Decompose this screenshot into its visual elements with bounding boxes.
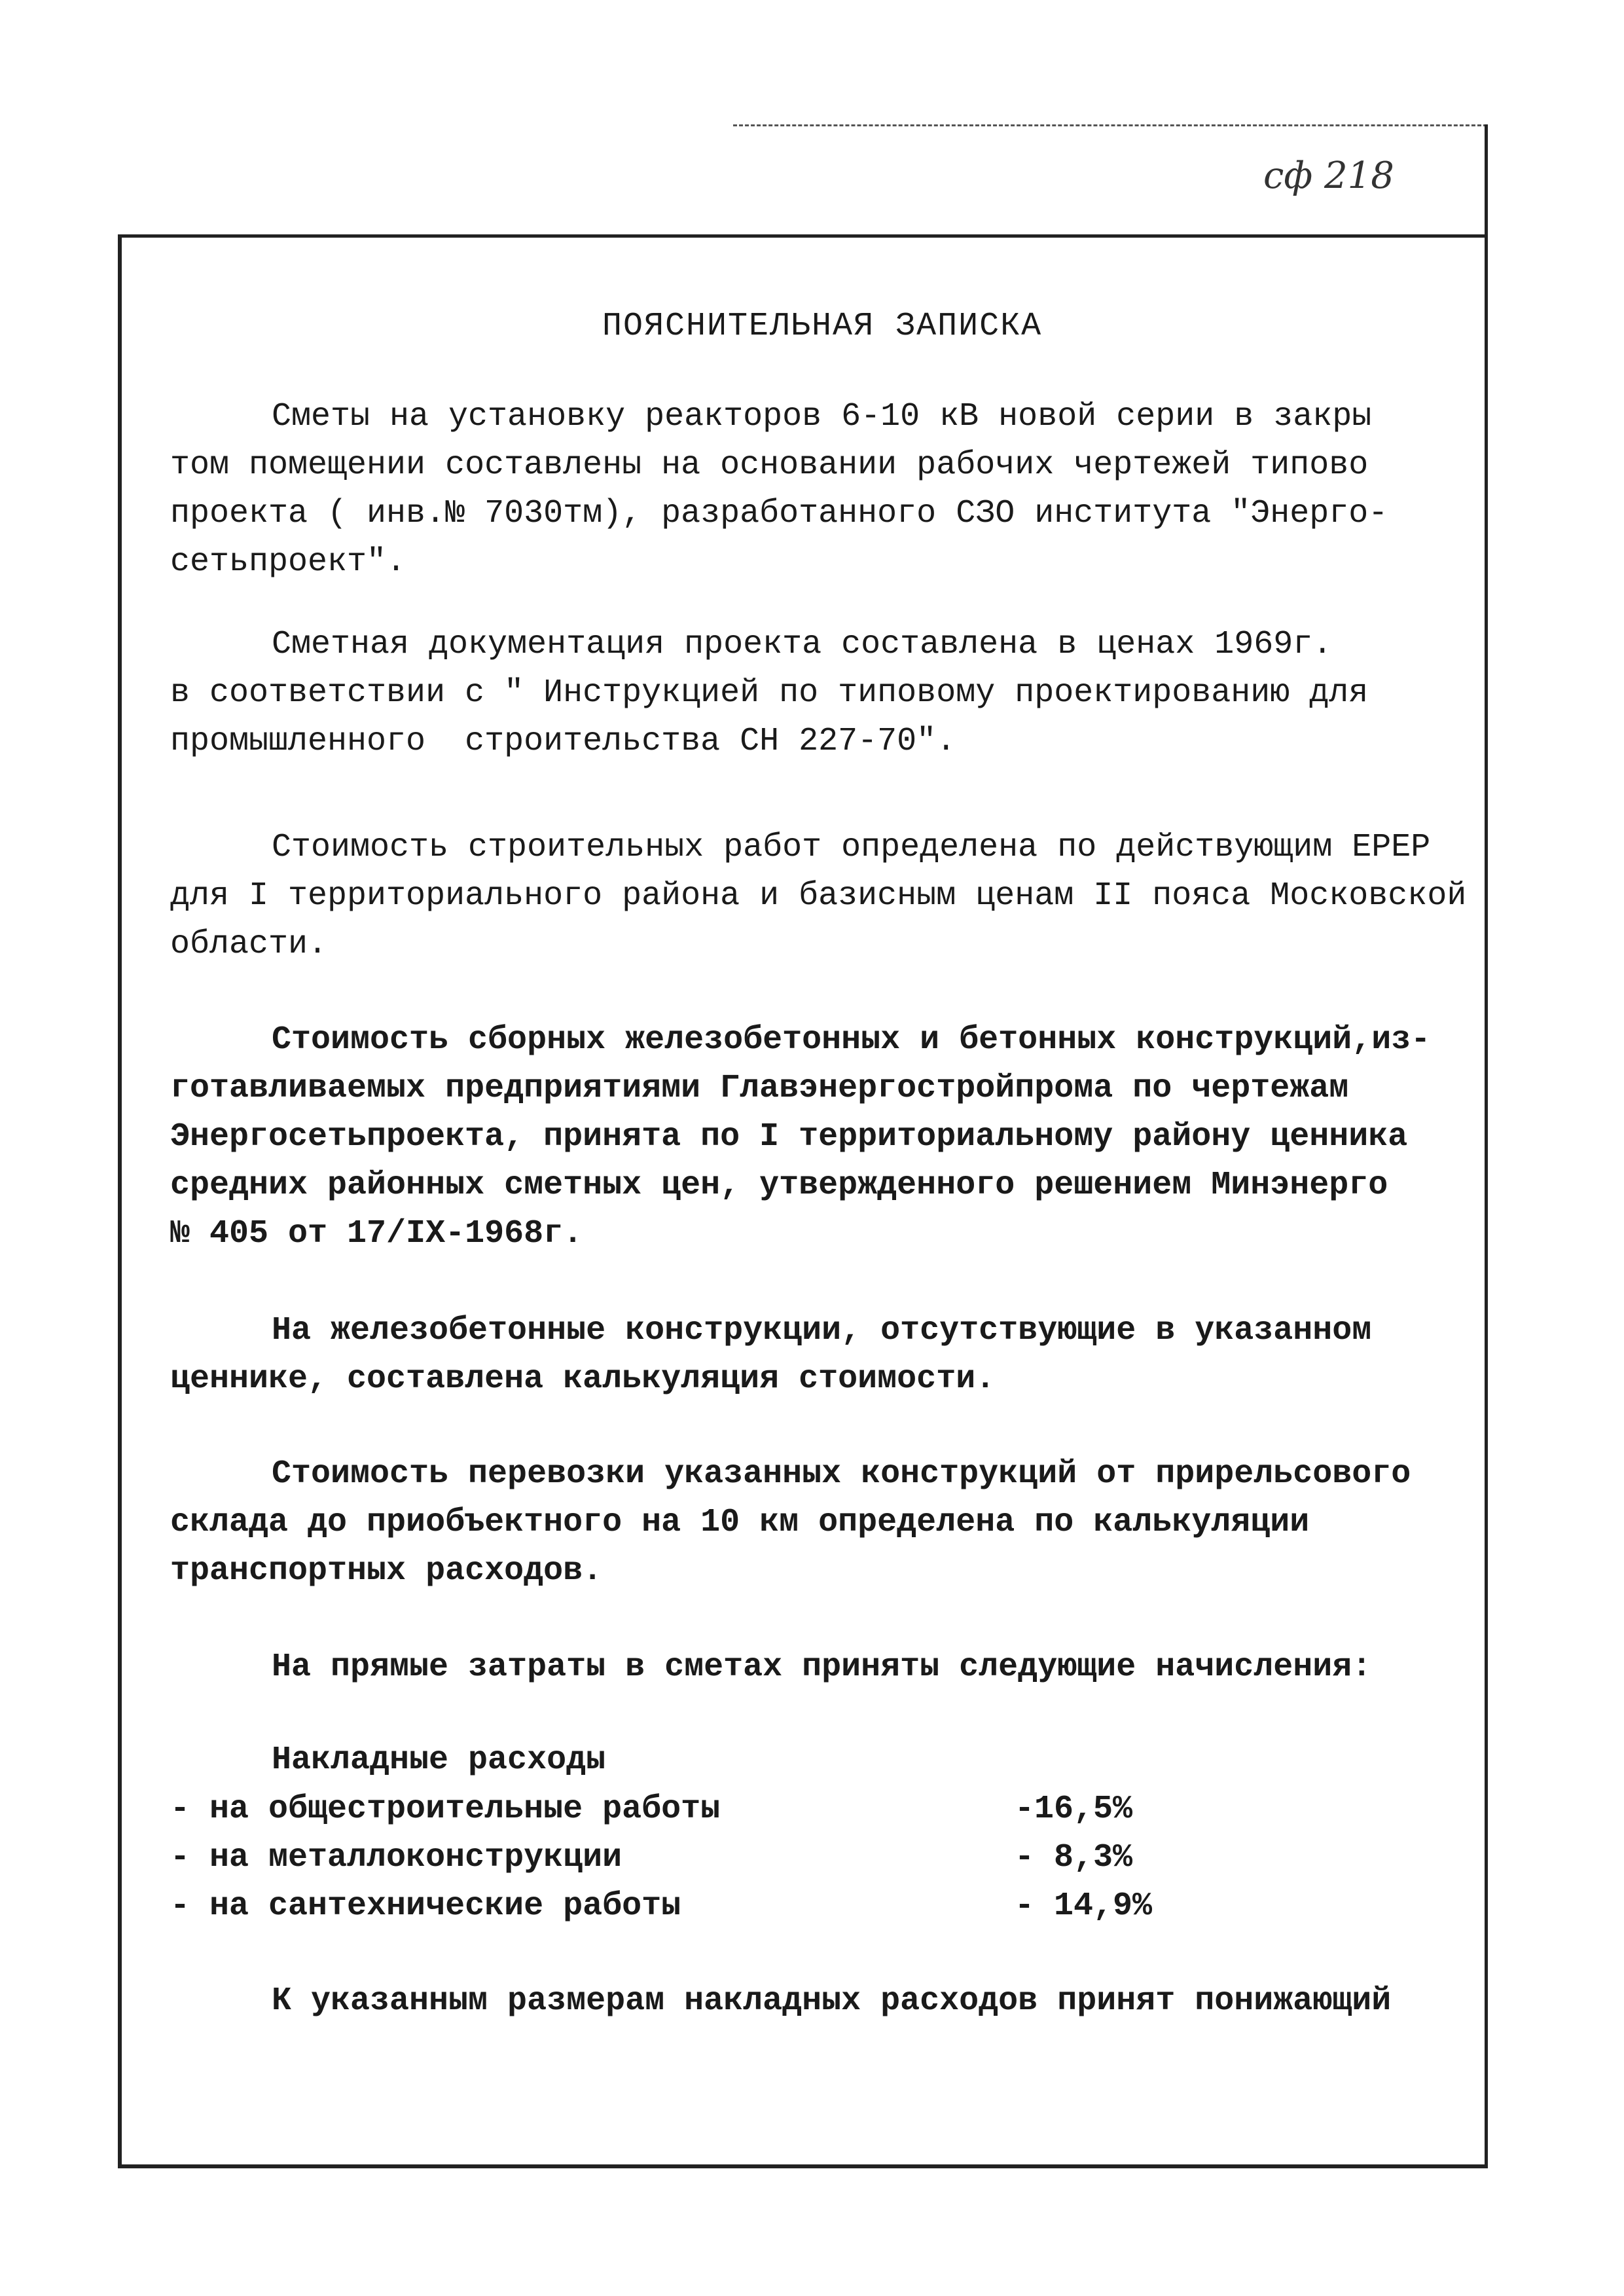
text-line: На железобетонные конструкции, отсутствующие в указанном [272,1312,1372,1349]
text-line: ценнике, составлена калькуляция стоимости. [170,1360,996,1398]
overhead-label: - на металлоконструкции [170,1839,623,1876]
overhead-row [170,1791,1218,1839]
paragraph-direct-costs [170,1643,1473,1692]
overhead-rate: - 14,9% [1015,1887,1153,1925]
text-line: области. [170,926,328,963]
paragraph-reduction-factor [170,1977,1473,2026]
text-line: Энергосетьпроекта, принята по I территориальному району ценника [170,1118,1408,1156]
text-line: На прямые затраты в сметах приняты следующие начисления: [272,1649,1372,1686]
text-line: в соответствии с " Инструкцией по типовому проектированию для [170,674,1369,712]
paragraph-missing-structures [170,1307,1473,1404]
text-line: сетьпроект". [170,543,406,581]
text-line: Сметная документация проекта составлена в ценах 1969г. [272,626,1333,663]
paragraph-transport-cost [170,1450,1473,1595]
paragraph-concrete-structures [170,1016,1473,1258]
text-line: Стоимость строительных работ определена по действующим ЕРЕР [272,829,1431,866]
text-line: транспортных расходов. [170,1552,603,1590]
text-line: Сметы на установку реакторов 6-10 кВ новой серии в закры [272,398,1372,435]
text-line: для I территориального района и базисным ценам II пояса Московской [170,877,1467,915]
text-line: готавливаемых предприятиями Главэнергостройпрома по чертежам [170,1070,1349,1107]
overhead-rate: - 8,3% [1015,1839,1133,1876]
text-line: № 405 от 17/IX-1968г. [170,1215,583,1252]
frame-bottom-border [118,2164,1488,2168]
text-line: промышленного строительства СН 227-70". [170,723,956,760]
frame-right-border [1485,124,1488,2166]
frame-top-border [118,234,1487,238]
overhead-row [170,1887,1218,1936]
overhead-heading: Накладные расходы [272,1741,606,1779]
overhead-row [170,1839,1218,1887]
overhead-label: - на общестроительные работы [170,1791,721,1828]
paragraph-construction-cost [170,824,1473,969]
overhead-label: - на сантехнические работы [170,1887,681,1925]
text-line: Стоимость перевозки указанных конструкций от прирельсового [272,1455,1411,1493]
text-line: Стоимость сборных железобетонных и бетонных конструкций,из- [272,1021,1431,1059]
paragraph-price-basis [170,621,1473,766]
overhead-rates-list [170,1791,1218,1936]
text-line: том помещении составлены на основании рабочих чертежей типово [170,446,1369,484]
overhead-rate: -16,5% [1015,1791,1133,1828]
text-line: средних районных сметных цен, утвержденного решением Минэнерго [170,1167,1388,1204]
text-line: К указанным размерам накладных расходов принят понижающий [272,1982,1392,2020]
text-line: склада до приобъектного на 10 км определена по калькуляции [170,1504,1310,1541]
frame-left-border [118,234,122,2166]
document-title: ПОЯСНИТЕЛЬНАЯ ЗАПИСКА [602,308,1043,345]
top-border-stub [733,124,1487,126]
text-line: проекта ( инв.№ 7030тм), разработанного СЗО института "Энерго- [170,495,1388,532]
paragraph-project-basis [170,393,1473,587]
sheet-reference: сф 218 [1263,155,1394,197]
